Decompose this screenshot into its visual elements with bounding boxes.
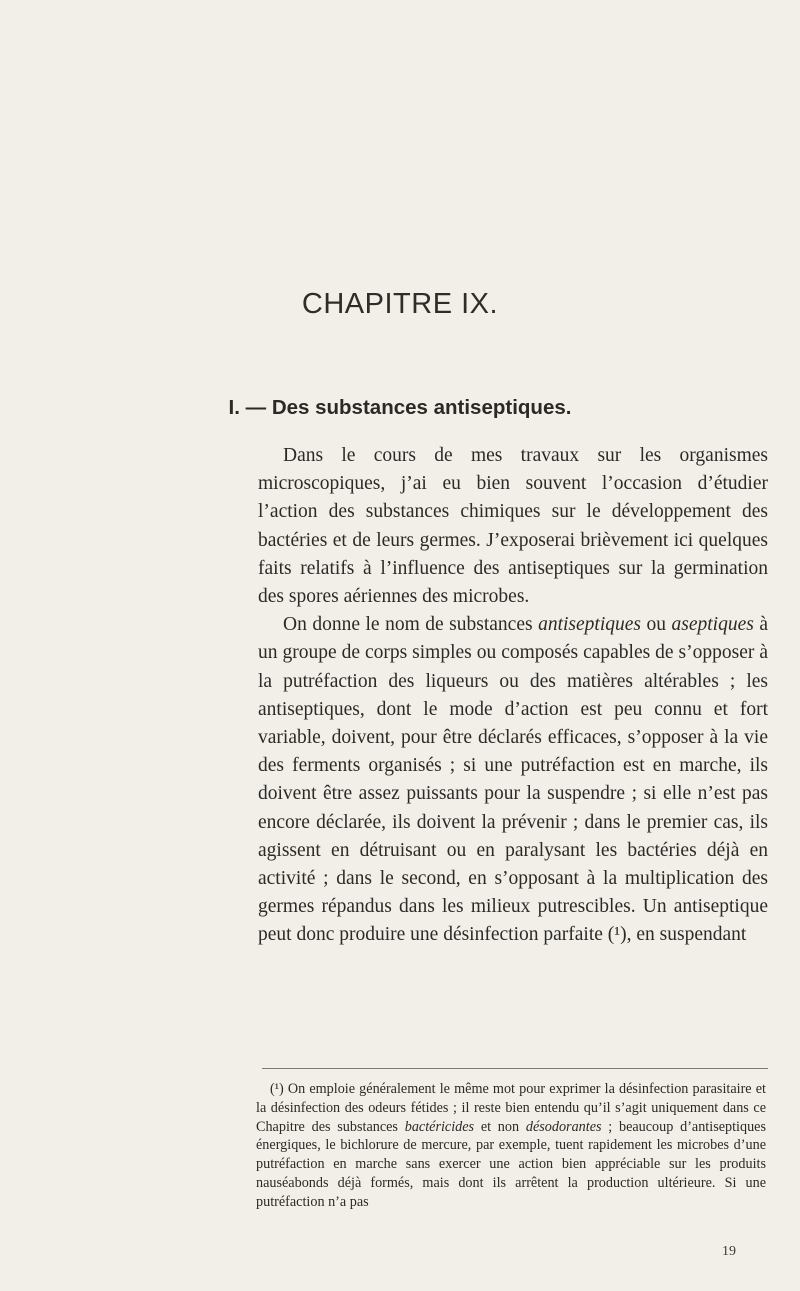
footnote-divider (262, 1068, 768, 1069)
footnote (256, 1080, 766, 1212)
page-number: 19 (722, 1244, 736, 1259)
term-bactericides: bactéricides (404, 1118, 475, 1135)
chapter-title: CHAPITRE IX. (301, 288, 499, 320)
footnote-text-a: On emploie généralement le même mot pour exprimer la désinfection parasitaire et la désinfection des odeurs fétides ; il reste bien entendu qu’il s’agit uniquement dans ce Chapitre des substances (256, 1081, 766, 1135)
footnote-text (256, 1080, 766, 1212)
paragraph-2-text-a: On donne le nom de substances (283, 614, 539, 636)
term-desodorantes: désodorantes (525, 1118, 602, 1135)
paragraph-1: Dans le cours de mes travaux sur les organismes microscopiques, j’ai eu bien souvent l’occasion d’étudier l’action des substances chimiques sur le développement des bactéries et de leurs germes. J’exposerai brièvement ici quelques faits relatifs à l’influence des antiseptiques sur la germination des spores aériennes des microbes. (258, 445, 768, 608)
paragraph-2-text-c: à un groupe de corps simples ou composés capables de s’opposer à la putréfaction des liqueurs ou des matières altérables ; les antiseptiques, dont le mode d’action est peu connu et fort variable, doivent, pour être déclarés efficaces, s’opposer à la vie des ferments organisés ; si une putréfaction est en marche, ils doivent être assez puissants pour la suspendre ; si elle n’est pas encore déclarée, ils doivent la prévenir ; dans le premier cas, ils agissent en détruisant ou en paralysant les bactéries déjà en activité ; dans le second, en s’opposant à la multiplication des germes répandus dans les milieux putrescibles. Un antiseptique peut donc produire une désinfection parfaite (258, 614, 769, 946)
footnote-marker: (¹) (270, 1081, 284, 1097)
section-title: I. — Des substances antiseptiques. (228, 396, 572, 419)
footnote-reference: (¹) (607, 924, 627, 946)
paragraph-2 (258, 611, 768, 949)
paragraph-2-text-d: , en suspendant (626, 924, 747, 946)
paragraph-2-text-b: ou (641, 614, 672, 636)
term-aseptiques: aseptiques (671, 614, 754, 636)
footnote-text-c: ; beaucoup d’antiseptiques énergiques, le bichlorure de mercure, par exemple, tuent rapidement les microbes d’une putréfaction en marche sans exercer une action bien appréciable sur les produits nauséabonds déjà formés, mais dont ils arrêtent la production ultérieure. Si une putréfaction n’a pas (256, 1118, 766, 1210)
body-text (258, 442, 768, 950)
footnote-text-b: et non (474, 1118, 526, 1135)
term-antiseptiques: antiseptiques (538, 614, 641, 636)
